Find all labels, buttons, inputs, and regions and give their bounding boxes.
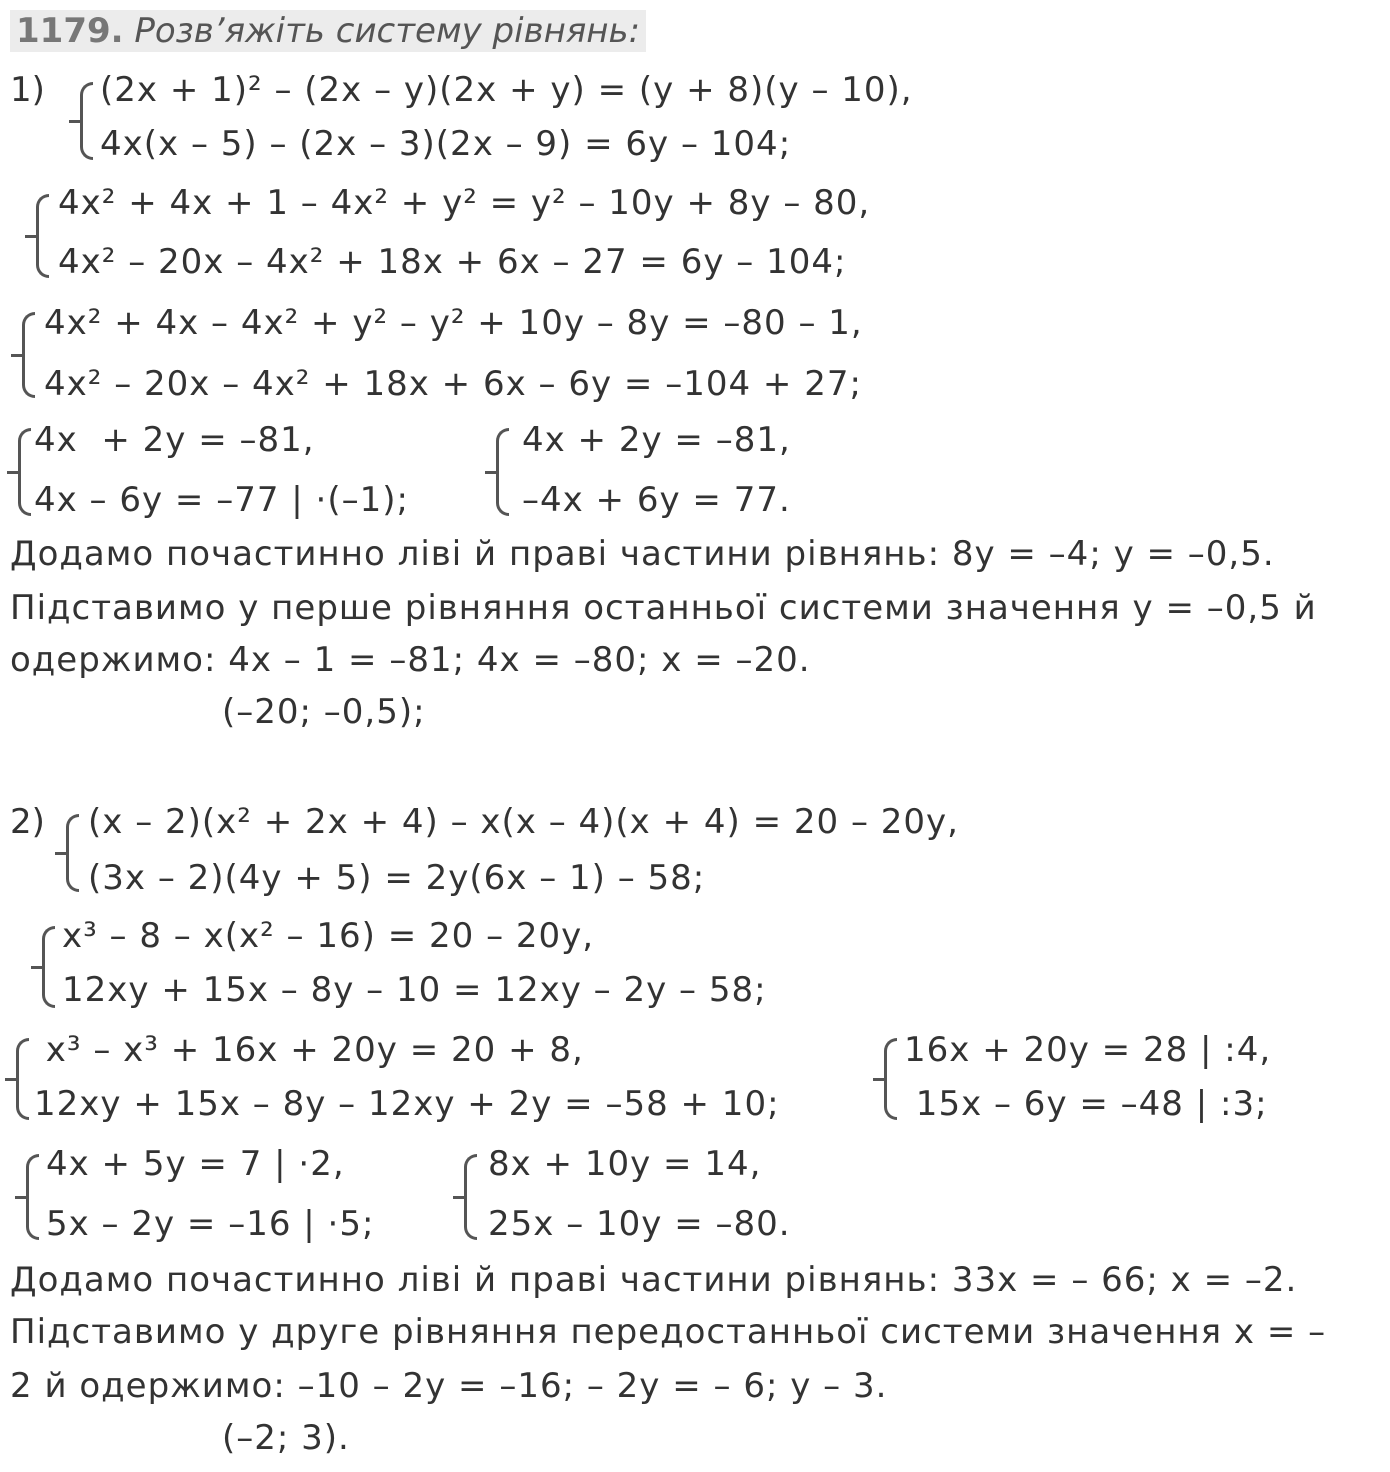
solution-text: Додамо почастинно ліві й праві частини рівнянь: 8y = –4; y = –0,5. [10, 534, 1275, 574]
equation: 8x + 10y = 14, [488, 1144, 762, 1184]
solution-text: одержимо: 4x – 1 = –81; 4x = –80; x = –20. [10, 640, 811, 680]
equation: 4x² + 4x – 4x² + y² – y² + 10y – 8y = –80 – 1, [44, 303, 863, 343]
brace [16, 1038, 29, 1120]
solution-text: Додамо почастинно ліві й праві частини рівнянь: 33x = – 66; x = –2. [10, 1260, 1298, 1300]
equation: –4x + 6y = 77. [522, 480, 791, 520]
brace [496, 428, 509, 516]
equation: (3x – 2)(4y + 5) = 2y(6x – 1) – 58; [88, 858, 706, 898]
brace [22, 312, 35, 398]
brace [36, 194, 49, 278]
brace [42, 926, 55, 1008]
equation: 4x + 2y = –81, [522, 420, 791, 460]
solution-text: Підставимо у перше рівняння останньої системи значення y = –0,5 й [10, 588, 1317, 628]
solution-text: 2 й одержимо: –10 – 2y = –16; – 2y = – 6; y – 3. [10, 1366, 888, 1406]
exercise-task: Розв’яжіть систему рівнянь: [134, 11, 641, 51]
exercise-number: 1179. [16, 11, 124, 51]
brace [66, 814, 79, 892]
brace [18, 428, 31, 516]
exercise-header [10, 10, 646, 52]
part2-label: 2) [10, 802, 45, 842]
equation: 16x + 20y = 28 | :4, [904, 1030, 1272, 1070]
equation: 4x² + 4x + 1 – 4x² + y² = y² – 10y + 8y – 80, [58, 183, 871, 223]
equation: 4x – 6y = –77 | ·(–1); [34, 480, 409, 520]
brace [884, 1038, 897, 1120]
equation: 4x² – 20x – 4x² + 18x + 6x – 6y = –104 + 27; [44, 364, 862, 404]
equation: 4x + 2y = –81, [34, 420, 315, 460]
equation: x³ – x³ + 16x + 20y = 20 + 8, [34, 1030, 584, 1070]
brace [80, 82, 93, 160]
equation: 12xy + 15x – 8y – 10 = 12xy – 2y – 58; [62, 970, 767, 1010]
answer: (–2; 3). [222, 1418, 350, 1458]
answer: (–20; –0,5); [222, 692, 426, 732]
equation: 5x – 2y = –16 | ·5; [46, 1204, 375, 1244]
brace [26, 1154, 39, 1240]
equation: x³ – 8 – x(x² – 16) = 20 – 20y, [62, 916, 595, 956]
equation: 4x(x – 5) – (2x – 3)(2x – 9) = 6y – 104; [100, 124, 792, 164]
equation: (2x + 1)² – (2x – y)(2x + y) = (y + 8)(y – 10), [100, 70, 913, 110]
brace [464, 1154, 477, 1240]
equation: 4x + 5y = 7 | ·2, [46, 1144, 345, 1184]
equation: 25x – 10y = –80. [488, 1204, 791, 1244]
equation: 4x² – 20x – 4x² + 18x + 6x – 27 = 6y – 104; [58, 242, 847, 282]
equation: (x – 2)(x² + 2x + 4) – x(x – 4)(x + 4) = 20 – 20y, [88, 802, 959, 842]
equation: 15x – 6y = –48 | :3; [904, 1084, 1268, 1124]
equation: 12xy + 15x – 8y – 12xy + 2y = –58 + 10; [34, 1084, 780, 1124]
part1-label: 1) [10, 70, 45, 110]
solution-text: Підставимо у друге рівняння передостанньої системи значення x = – [10, 1312, 1327, 1352]
